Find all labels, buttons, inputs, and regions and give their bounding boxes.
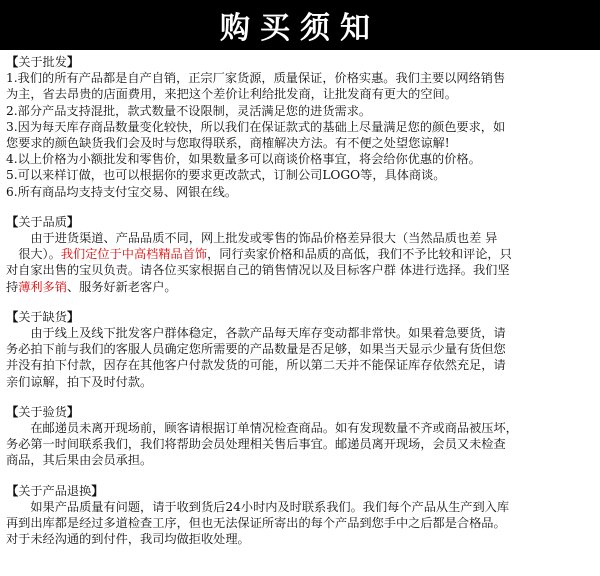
text-line: 4.以上价格为小额批发和零售价，如果数量多可以商谈价格事宜，将会给你优惠的价格。 [6, 152, 481, 167]
section-returns [6, 483, 594, 548]
section-title: 【关于缺货】 [6, 309, 80, 324]
notice-content [0, 50, 600, 547]
text-line: 1.我们的所有产品都是自产自销，正宗厂家货源，质量保证，价格实惠。我们主要以网络销售 [6, 71, 506, 86]
text-line: 再到出库都是经过多道检查工序，但也无法保证所寄出的每个产品到您手中之后都是合格品。 [6, 516, 506, 531]
highlight-positioning: 我们定位于中高档精品首饰 [60, 247, 208, 262]
page-title-banner [0, 0, 600, 50]
text-line: 由于线上及线下批发客户群体稳定，各款产品每天库存变动都非常快。如果着急要货，请 [30, 326, 506, 341]
text-line: 务必拍下前与我们的客服人员确定您所需要的产品数量是否足够，如果当天显示少量有货但您 [6, 342, 506, 357]
section-inspection [6, 404, 594, 469]
section-quality [6, 214, 594, 295]
text-line: 对自家出售的宝贝负责。请各位买家根据自己的销售情况以及目标客户群 体进行选择。我们坚 [6, 263, 510, 278]
text-line: 商品，其后果由会员承担。 [6, 453, 153, 468]
text-line: 为主，省去昂贵的店面费用，来把这个差价让利给批发商，让批发商有更大的空间。 [6, 87, 457, 102]
text-line: 6.所有商品均支持支付宝交易、网银在线。 [6, 184, 238, 199]
text-line: 在邮递员未离开现场前，顾客请根据订单情况检查商品。如有发现数量不齐或商品被压坏， [30, 421, 518, 436]
section-title: 【关于产品退换】 [6, 483, 104, 498]
section-wholesale [6, 54, 594, 200]
text-line: 持薄利多销、服务好新老客户。 [6, 279, 177, 294]
text-line: 亲们谅解，拍下及时付款。 [6, 374, 153, 389]
section-out-of-stock [6, 309, 594, 390]
section-title: 【关于批发】 [6, 55, 80, 69]
text-line: 很大）。我们定位于中高档精品首饰，同行卖家价格和品质的高低，我们不予比较和评论，只 [18, 247, 512, 262]
text-line: 5.可以来样订做，也可以根据你的要求更改款式，订制公司LOGO等，具体商谈。 [6, 168, 446, 183]
highlight-slogan: 薄利多销 [18, 279, 67, 294]
text-line: 对于未经沟通的到付件，我司均做拒收处理。 [6, 532, 250, 547]
section-title: 【关于品质】 [6, 214, 80, 229]
text-line: 2.部分产品支持混批，款式数量不设限制，灵活满足您的进货需求。 [6, 103, 372, 118]
text-line: 并没有拍下付款，因存在其他客户付款发货的可能，所以第二天并不能保证库存依然充足，请 [6, 358, 506, 373]
text-line: 务必第一时间联系我们，我们将帮助会员处理相关售后事宜。邮递员离开现场，会员又未检查 [6, 437, 506, 452]
text-line: 由于进货渠道、产品品质不同，网上批发或零售的饰品价格差异很大（当然品质也差 异 [30, 231, 498, 246]
text-line: 3.因为每天库存商品数量变化较快，所以我们在保证款式的基础上尽量满足您的颜色要求，如 [6, 119, 506, 134]
text-line: 您要求的颜色缺货我们会及时与您取得联系，商榷解决方法。有不便之处望您谅解! [6, 136, 450, 151]
page-title: 购买须知 [220, 11, 380, 46]
section-title: 【关于验货】 [6, 404, 80, 419]
text-line: 如果产品质量有问题，请于收到货后24小时内及时联系我们。我们每个产品从生产到入库 [30, 499, 510, 514]
